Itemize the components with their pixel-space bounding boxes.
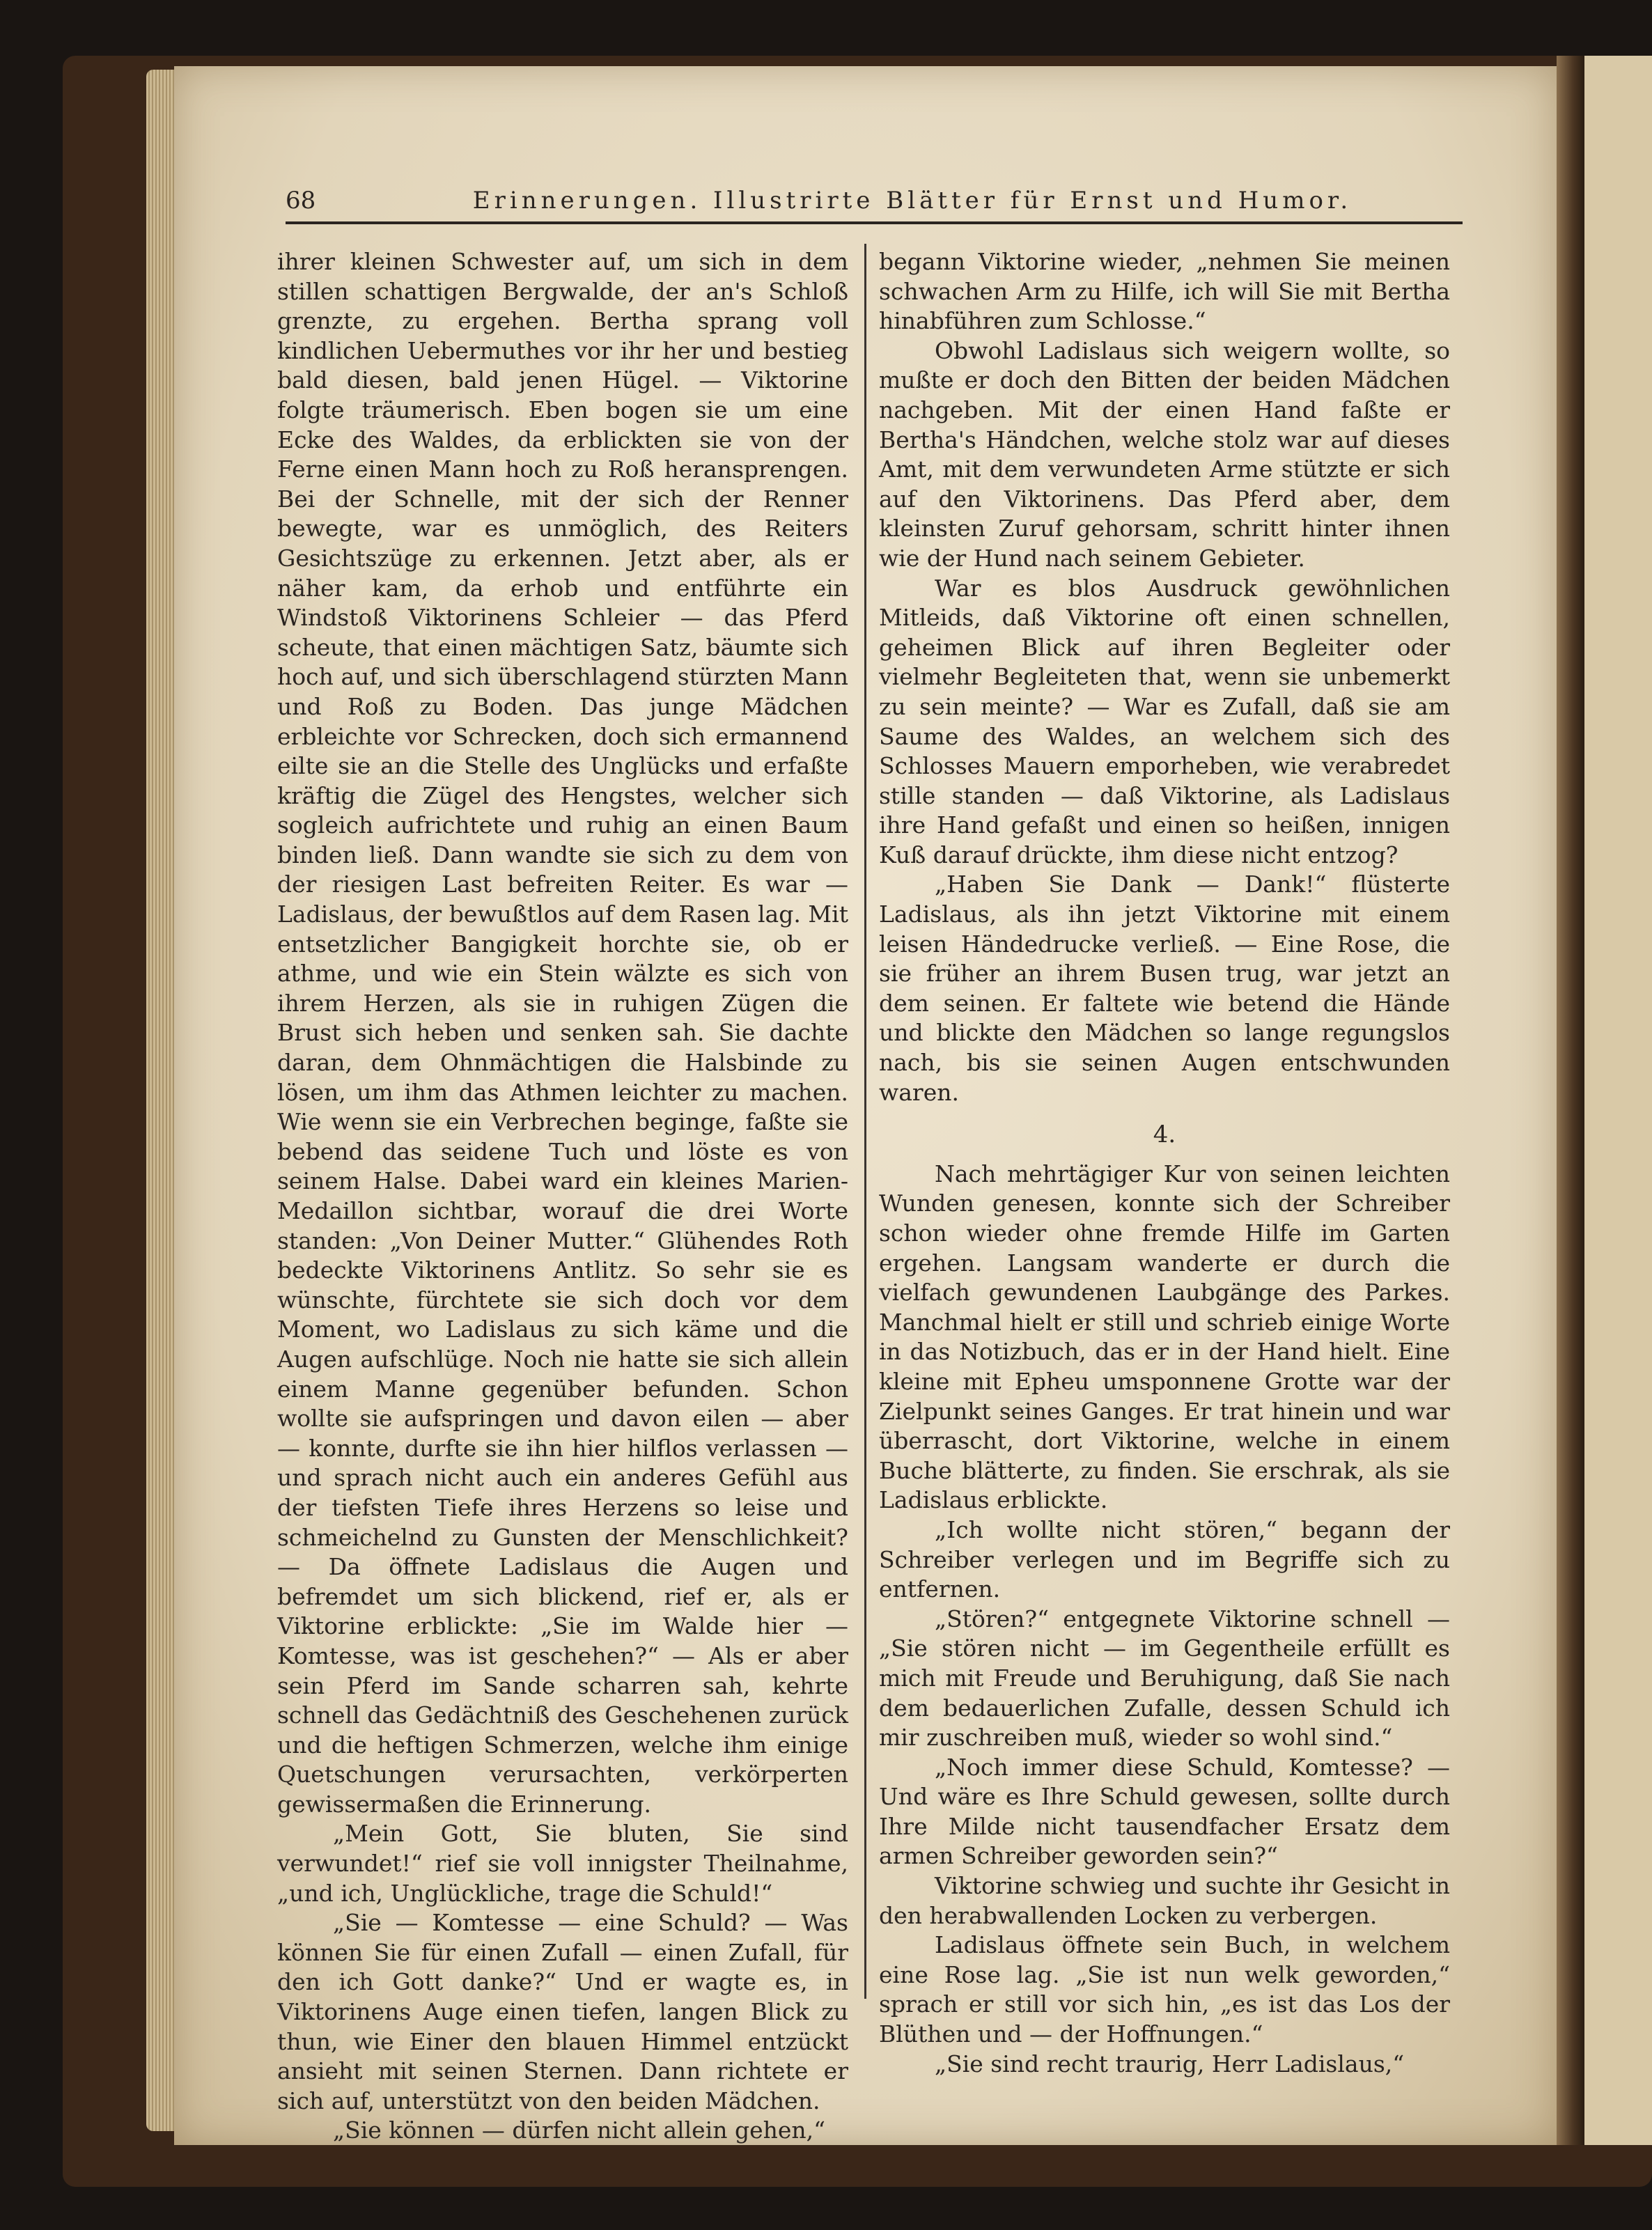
facing-page-edge [1584,56,1652,2145]
running-title: Erinnerungen. Illustrirte Blätter für Ernst und Humor. [472,187,1353,215]
paragraph: „Sie können — dürfen nicht allein gehen,“ [333,2116,826,2144]
section-number: 4. [1153,1121,1176,1149]
paragraph: Nach mehrtägiger Kur von seinen leichten Wunden genesen, konnte sich der Schreiber schon wieder ohne fremde Hilfe im Garten ergehen. Langsam wanderte er durch die vielfach gewundenen Laubgänge des Parkes. Manchmal hielt er still und schrieb einige Worte in das Notizbuch, das er in der Hand hielt. Eine kleine mit Epheu umsponnene Grotte war der Zielpunkt seines Ganges. Er trat hinein und war überrascht, dort Viktorine, welche in einem Buche blätterte, zu finden. Sie erschrak, als sie Ladislaus erblickte. [879,1160,1450,1514]
paragraph: „Ich wollte nicht stören,“ begann der Schreiber verlegen und im Begriffe sich zu entfernen. [879,1515,1450,1603]
paragraph: Obwohl Ladislaus sich weigern wollte, so mußte er doch den Bitten der beiden Mädchen nachgeben. Mit der einen Hand faßte er Bertha's Händchen, welche stolz war auf dieses Amt, mit dem verwundeten Arme stützte er sich auf den Viktorinens. Das Pferd aber, dem kleinsten Zuruf gehorsam, schritt hinter ihnen wie der Hund nach seinem Gebieter. [879,336,1450,572]
paragraph: „Sie sind recht traurig, Herr Ladislaus,“ [935,2050,1405,2077]
running-head [286,180,1463,224]
right-column [879,247,1450,2079]
book-gutter [1557,56,1584,2145]
paragraph: ihrer kleinen Schwester auf, um sich in dem stillen schattigen Bergwalde, der an's Schloß grenzte, zu ergehen. Bertha sprang voll kindlichen Uebermuthes vor ihr her und bestieg bald diesen, bald jenen Hügel. — Viktorine folgte träumerisch. Eben bogen sie um eine Ecke des Waldes, da erblickten sie von der Ferne einen Mann hoch zu Roß heransprengen. Bei der Schnelle, mit der sich der Renner bewegte, war es unmöglich, des Reiters Gesichtszüge zu erkennen. Jetzt aber, als er näher kam, da erhob und entführte ein Windstoß Viktorinens Schleier — das Pferd scheute, that einen mächtigen Satz, bäumte sich hoch auf, und sich überschlagend stürzten Mann und Roß zu Boden. Das junge Mädchen erbleichte vor Schrecken, doch sich ermannend eilte sie an die Stelle des Unglücks und erfaßte kräftig die Zügel des Hengstes, welcher sich sogleich aufrichtete und ruhig an einen Baum binden ließ. Dann wandte sie sich zu dem von der riesigen Last befreiten Reiter. Es war — Ladislaus, der bewußtlos auf dem Rasen lag. Mit entsetzlicher Bangigkeit horchte sie, ob er athme, und wie ein Stein wälzte es sich von ihrem Herzen, als sie in ruhigen Zügen die Brust sich heben und senken sah. Sie dachte daran, dem Ohnmächtigen die Halsbinde zu lösen, um ihm das Athmen leichter zu machen. Wie wenn sie ein Verbrechen beginge, faßte sie bebend das seidene Tuch und löste es von seinem Halse. Dabei ward ein kleines Marien-Medaillon sichtbar, worauf die drei Worte standen: „Von Deiner Mutter.“ Glühendes Roth bedeckte Viktorinens Antlitz. So sehr sie es wünschte, fürchtete sie sich doch vor dem Moment, wo Ladislaus zu sich käme und die Augen aufschlüge. Noch nie hatte sie sich allein einem Manne gegenüber befunden. Schon wollte sie aufspringen und davon eilen — aber — konnte, durfte sie ihn hier hilflos verlassen — und sprach nicht auch ein anderes Gefühl aus der tiefsten Tiefe ihres Herzens so leise und schmeichelnd zu Gunsten der Menschlichkeit? — Da öffnete Ladislaus die Augen und befremdet um sich blickend, rief er, als er Viktorine erblickte: „Sie im Walde hier — Komtesse, was ist geschehen?“ — Als er aber sein Pferd im Sande scharren sah, kehrte schnell das Gedächtniß des Geschehenen zurück und die heftigen Schmerzen, welche ihm einige Quetschungen verursachten, verkörperten gewissermaßen die Erinnerung. [277,248,848,1818]
paragraph: Viktorine schwieg und suchte ihr Gesicht in den herabwallenden Locken zu verbergen. [879,1872,1450,1929]
paragraph: „Haben Sie Dank — Dank!“ flüsterte Ladislaus, als ihn jetzt Viktorine mit einem leisen Händedrucke verließ. — Eine Rose, die sie früher an ihrem Busen trug, war jetzt an dem seinen. Er faltete wie betend die Hände und blickte den Mädchen so lange regungslos nach, bis sie seinen Augen entschwunden waren. [879,871,1450,1106]
paragraph: War es blos Ausdruck gewöhnlichen Mitleids, daß Viktorine oft einen schnellen, geheimen Blick auf ihren Begleiter oder vielmehr Begleiteten that, wenn sie unbemerkt zu sein meinte? — War es Zufall, daß sie am Saume des Waldes, an welchem sich des Schlosses Mauern emporheben, wie verabredet stille standen — daß Viktorine, als Ladislaus ihre Hand gefaßt und einen so heißen, innigen Kuß darauf drückte, ihm diese nicht entzog? [879,574,1450,868]
left-column [277,247,848,2146]
paragraph: „Noch immer diese Schuld, Komtesse? — Und wäre es Ihre Schuld gewesen, sollte durch Ihre Milde nicht tausendfacher Ersatz dem armen Schreiber geworden sein?“ [879,1753,1450,1870]
paragraph: „Mein Gott, Sie bluten, Sie sind verwundet!“ rief sie voll innigster Theilnahme, „und ich, Unglückliche, trage die Schuld!“ [277,1820,848,1907]
column-divider [864,244,866,1999]
paragraph: „Sie — Komtesse — eine Schuld? — Was können Sie für einen Zufall — einen Zufall, für den ich Gott danke?“ Und er wagte es, in Viktorinens Auge einen tiefen, langen Blick zu thun, wie Einer den blauen Himmel entzückt ansieht mit seinen Sternen. Dann richtete er sich auf, unterstützt von den beiden Mädchen. [277,1909,848,2114]
paragraph: Ladislaus öffnete sein Buch, in welchem eine Rose lag. „Sie ist nun welk geworden,“ sprach er still vor sich hin, „es ist das Los der Blüthen und — der Hoffnungen.“ [879,1931,1450,2048]
paragraph: „Stören?“ entgegnete Viktorine schnell — „Sie stören nicht — im Gegentheile erfüllt es mich mit Freude und Beruhigung, daß Sie nach dem bedauerlichen Zufalle, dessen Schuld ich mir zuschreiben muß, wieder so wohl sind.“ [879,1605,1450,1752]
page-number: 68 [286,187,316,215]
paragraph: begann Viktorine wieder, „nehmen Sie meinen schwachen Arm zu Hilfe, ich will Sie mit Bertha hinabführen zum Schlosse.“ [879,248,1450,335]
